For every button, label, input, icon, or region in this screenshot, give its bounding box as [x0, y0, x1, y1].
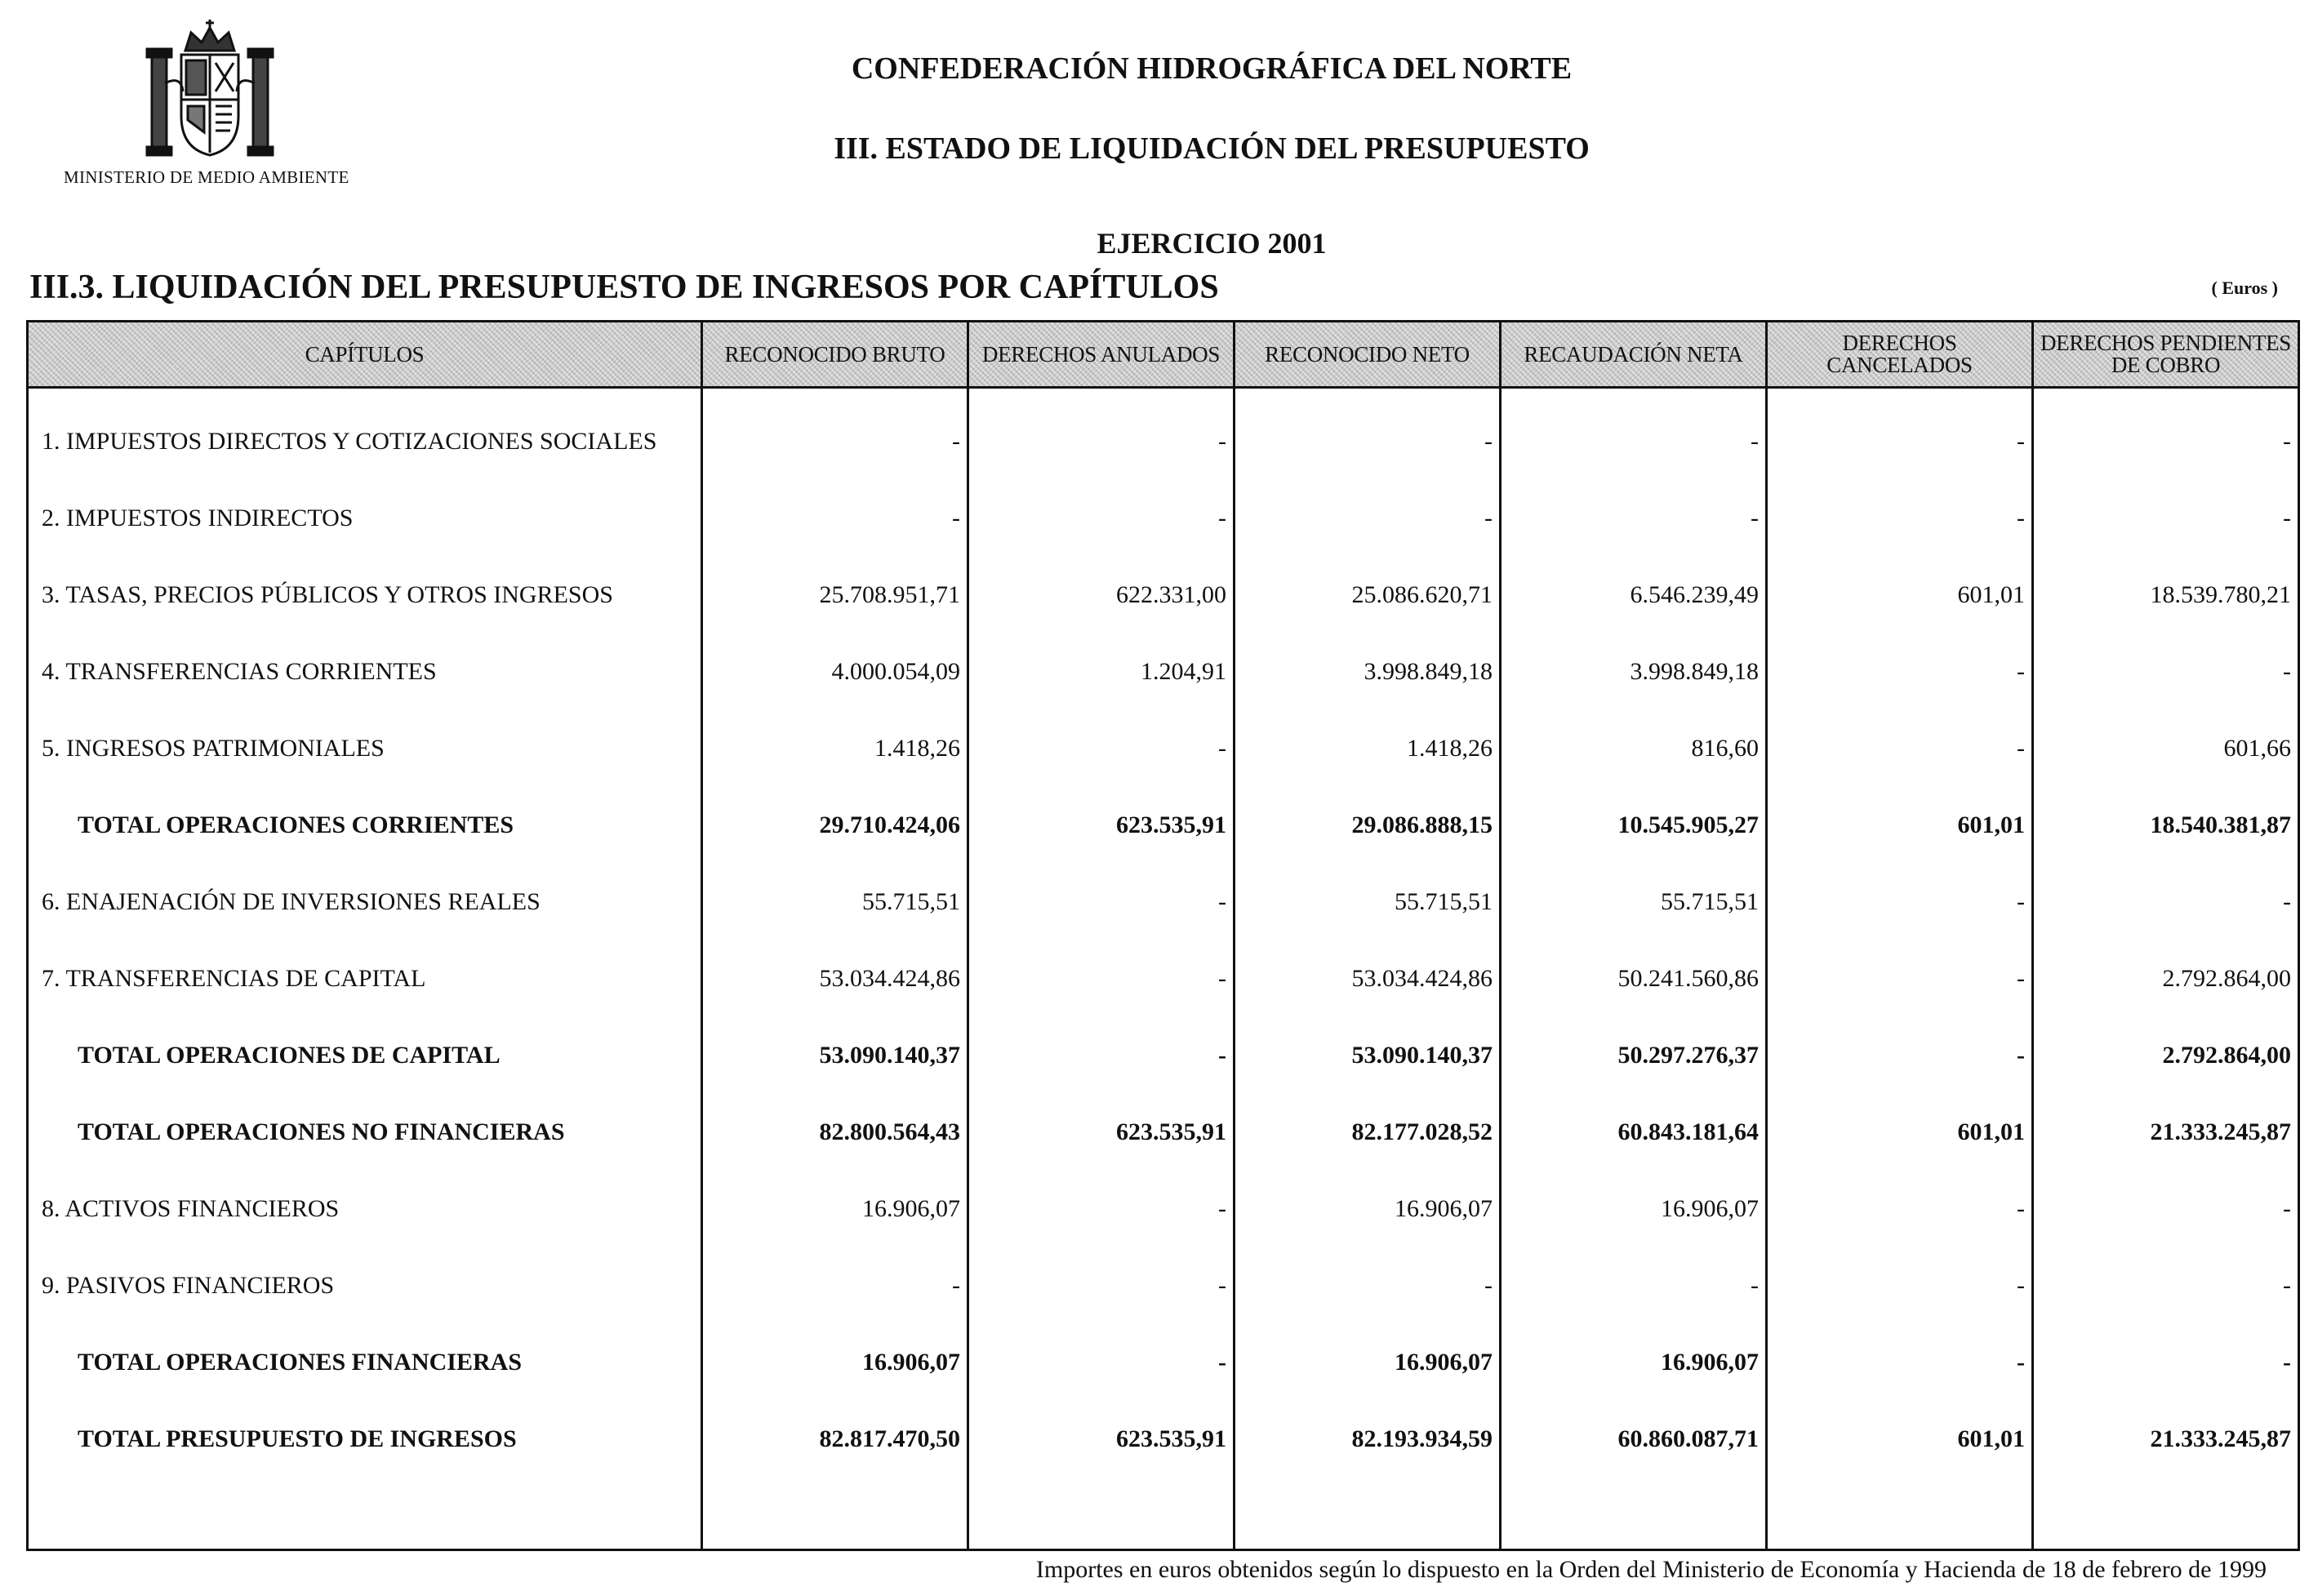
cell-value: -	[702, 1247, 968, 1324]
empty-cell	[702, 1478, 968, 1550]
cell-value: 3.998.849,18	[1501, 634, 1767, 710]
cell-value: -	[1767, 1171, 2033, 1247]
cell-value: 601,01	[1767, 1401, 2033, 1478]
column-header-recaudacion-neta: RECAUDACIÓN NETA	[1501, 322, 1767, 388]
cell-value: 16.906,07	[702, 1324, 968, 1401]
row-label: TOTAL OPERACIONES CORRIENTES	[28, 787, 702, 864]
revenue-budget-table	[26, 320, 2300, 1551]
cell-value: -	[1767, 634, 2033, 710]
row-label: 7. TRANSFERENCIAS DE CAPITAL	[28, 940, 702, 1017]
cell-value: 623.535,91	[968, 787, 1235, 864]
cell-value: -	[1501, 480, 1767, 557]
cell-value: 21.333.245,87	[2033, 1401, 2299, 1478]
empty-cell	[1235, 1478, 1501, 1550]
table-header-row	[28, 322, 2299, 388]
cell-value: 16.906,07	[1235, 1171, 1501, 1247]
cell-value: -	[1767, 1247, 2033, 1324]
empty-cell	[1767, 1478, 2033, 1550]
row-label: 3. TASAS, PRECIOS PÚBLICOS Y OTROS INGRESOS	[28, 557, 702, 634]
row-label: 4. TRANSFERENCIAS CORRIENTES	[28, 634, 702, 710]
cell-value: -	[1767, 864, 2033, 940]
row-label: 8. ACTIVOS FINANCIEROS	[28, 1171, 702, 1247]
cell-value: 53.090.140,37	[702, 1017, 968, 1094]
cell-value: 601,01	[1767, 787, 2033, 864]
cell-value: 622.331,00	[968, 557, 1235, 634]
cell-value: 60.860.087,71	[1501, 1401, 1767, 1478]
table-row	[28, 480, 2299, 557]
cell-value: 29.086.888,15	[1235, 787, 1501, 864]
cell-value: 82.177.028,52	[1235, 1094, 1501, 1171]
row-label: TOTAL PRESUPUESTO DE INGRESOS	[28, 1401, 702, 1478]
cell-value: -	[1767, 480, 2033, 557]
column-header-derechos-cancelados: DERECHOS CANCELADOS	[1767, 322, 2033, 388]
cell-value: 53.090.140,37	[1235, 1017, 1501, 1094]
row-label: 2. IMPUESTOS INDIRECTOS	[28, 480, 702, 557]
cell-value: -	[1767, 940, 2033, 1017]
cell-value: -	[1767, 710, 2033, 787]
table-total-row	[28, 1324, 2299, 1401]
cell-value: 18.539.780,21	[2033, 557, 2299, 634]
cell-value: 18.540.381,87	[2033, 787, 2299, 864]
cell-value: 10.545.905,27	[1501, 787, 1767, 864]
cell-value: -	[2033, 634, 2299, 710]
cell-value: 53.034.424,86	[1235, 940, 1501, 1017]
fiscal-year: EJERCICIO 2001	[1097, 227, 1327, 260]
column-header-capitulos: CAPÍTULOS	[28, 322, 702, 388]
column-header-reconocido-bruto: RECONOCIDO BRUTO	[702, 322, 968, 388]
table-total-row	[28, 787, 2299, 864]
cell-value: 816,60	[1501, 710, 1767, 787]
table-row	[28, 557, 2299, 634]
table-row	[28, 710, 2299, 787]
cell-value: 82.817.470,50	[702, 1401, 968, 1478]
table-body	[28, 388, 2299, 1550]
row-label: TOTAL OPERACIONES NO FINANCIERAS	[28, 1094, 702, 1171]
cell-value: -	[2033, 480, 2299, 557]
row-label: 5. INGRESOS PATRIMONIALES	[28, 710, 702, 787]
cell-value: 25.086.620,71	[1235, 557, 1501, 634]
table-row	[28, 864, 2299, 940]
cell-value: 623.535,91	[968, 1401, 1235, 1478]
cell-value: -	[1501, 388, 1767, 481]
column-header-derechos-anulados: DERECHOS ANULADOS	[968, 322, 1235, 388]
ministry-name: MINISTERIO DE MEDIO AMBIENTE	[64, 167, 349, 187]
cell-value: 6.546.239,49	[1501, 557, 1767, 634]
column-header-reconocido-neto: RECONOCIDO NETO	[1235, 322, 1501, 388]
cell-value: 53.034.424,86	[702, 940, 968, 1017]
cell-value: 601,66	[2033, 710, 2299, 787]
cell-value: 16.906,07	[1501, 1171, 1767, 1247]
cell-value: -	[1235, 1247, 1501, 1324]
cell-value: 601,01	[1767, 557, 2033, 634]
cell-value: -	[1235, 480, 1501, 557]
cell-value: -	[2033, 864, 2299, 940]
cell-value: -	[968, 480, 1235, 557]
footnote: Importes en euros obtenidos según lo dispuesto en la Orden del Ministerio de Economía y Hacienda de 18 de febrero de 1999	[1035, 1556, 2267, 1583]
cell-value: 55.715,51	[1235, 864, 1501, 940]
table-title: III.3. LIQUIDACIÓN DEL PRESUPUESTO DE INGRESOS POR CAPÍTULOS	[29, 269, 1219, 306]
table-row	[28, 388, 2299, 481]
cell-value: -	[1767, 1324, 2033, 1401]
cell-value: 25.708.951,71	[702, 557, 968, 634]
cell-value: 60.843.181,64	[1501, 1094, 1767, 1171]
table-row	[28, 1247, 2299, 1324]
cell-value: -	[968, 1171, 1235, 1247]
cell-value: -	[968, 1324, 1235, 1401]
cell-value: -	[2033, 388, 2299, 481]
cell-value: -	[1235, 388, 1501, 481]
cell-value: 2.792.864,00	[2033, 940, 2299, 1017]
cell-value: 50.297.276,37	[1501, 1017, 1767, 1094]
cell-value: 1.418,26	[702, 710, 968, 787]
organization-title: CONFEDERACIÓN HIDROGRÁFICA DEL NORTE	[851, 51, 1573, 86]
empty-cell	[968, 1478, 1235, 1550]
cell-value: -	[1767, 1017, 2033, 1094]
empty-cell	[28, 1478, 702, 1550]
cell-value: -	[968, 864, 1235, 940]
table-filler-row	[28, 1478, 2299, 1550]
cell-value: -	[968, 1017, 1235, 1094]
cell-value: -	[968, 388, 1235, 481]
section-title: III. ESTADO DE LIQUIDACIÓN DEL PRESUPUESTO	[834, 131, 1590, 166]
cell-value: 1.204,91	[968, 634, 1235, 710]
row-label: 9. PASIVOS FINANCIEROS	[28, 1247, 702, 1324]
cell-value: -	[968, 1247, 1235, 1324]
cell-value: 3.998.849,18	[1235, 634, 1501, 710]
cell-value: 50.241.560,86	[1501, 940, 1767, 1017]
table-row	[28, 1171, 2299, 1247]
table-total-row	[28, 1401, 2299, 1478]
cell-value: 4.000.054,09	[702, 634, 968, 710]
row-label: 1. IMPUESTOS DIRECTOS Y COTIZACIONES SOCIALES	[28, 388, 702, 481]
cell-value: -	[2033, 1171, 2299, 1247]
row-label: 6. ENAJENACIÓN DE INVERSIONES REALES	[28, 864, 702, 940]
empty-cell	[2033, 1478, 2299, 1550]
cell-value: -	[968, 710, 1235, 787]
cell-value: 29.710.424,06	[702, 787, 968, 864]
cell-value: -	[702, 480, 968, 557]
table-row	[28, 634, 2299, 710]
cell-value: -	[702, 388, 968, 481]
table-total-row	[28, 1094, 2299, 1171]
row-label: TOTAL OPERACIONES DE CAPITAL	[28, 1017, 702, 1094]
cell-value: -	[1501, 1247, 1767, 1324]
cell-value: 623.535,91	[968, 1094, 1235, 1171]
column-header-derechos-pendientes: DERECHOS PENDIENTES DE COBRO	[2033, 322, 2299, 388]
cell-value: 16.906,07	[1235, 1324, 1501, 1401]
table-total-row	[28, 1017, 2299, 1094]
cell-value: 55.715,51	[702, 864, 968, 940]
cell-value: 21.333.245,87	[2033, 1094, 2299, 1171]
cell-value: -	[968, 940, 1235, 1017]
cell-value: 82.800.564,43	[702, 1094, 968, 1171]
cell-value: 1.418,26	[1235, 710, 1501, 787]
row-label: TOTAL OPERACIONES FINANCIERAS	[28, 1324, 702, 1401]
cell-value: 16.906,07	[1501, 1324, 1767, 1401]
empty-cell	[1501, 1478, 1767, 1550]
cell-value: 2.792.864,00	[2033, 1017, 2299, 1094]
cell-value: -	[1767, 388, 2033, 481]
cell-value: -	[2033, 1247, 2299, 1324]
cell-value: 16.906,07	[702, 1171, 968, 1247]
cell-value: 82.193.934,59	[1235, 1401, 1501, 1478]
cell-value: 601,01	[1767, 1094, 2033, 1171]
units-label: ( Euros )	[2211, 278, 2278, 298]
cell-value: 55.715,51	[1501, 864, 1767, 940]
cell-value: -	[2033, 1324, 2299, 1401]
table-row	[28, 940, 2299, 1017]
